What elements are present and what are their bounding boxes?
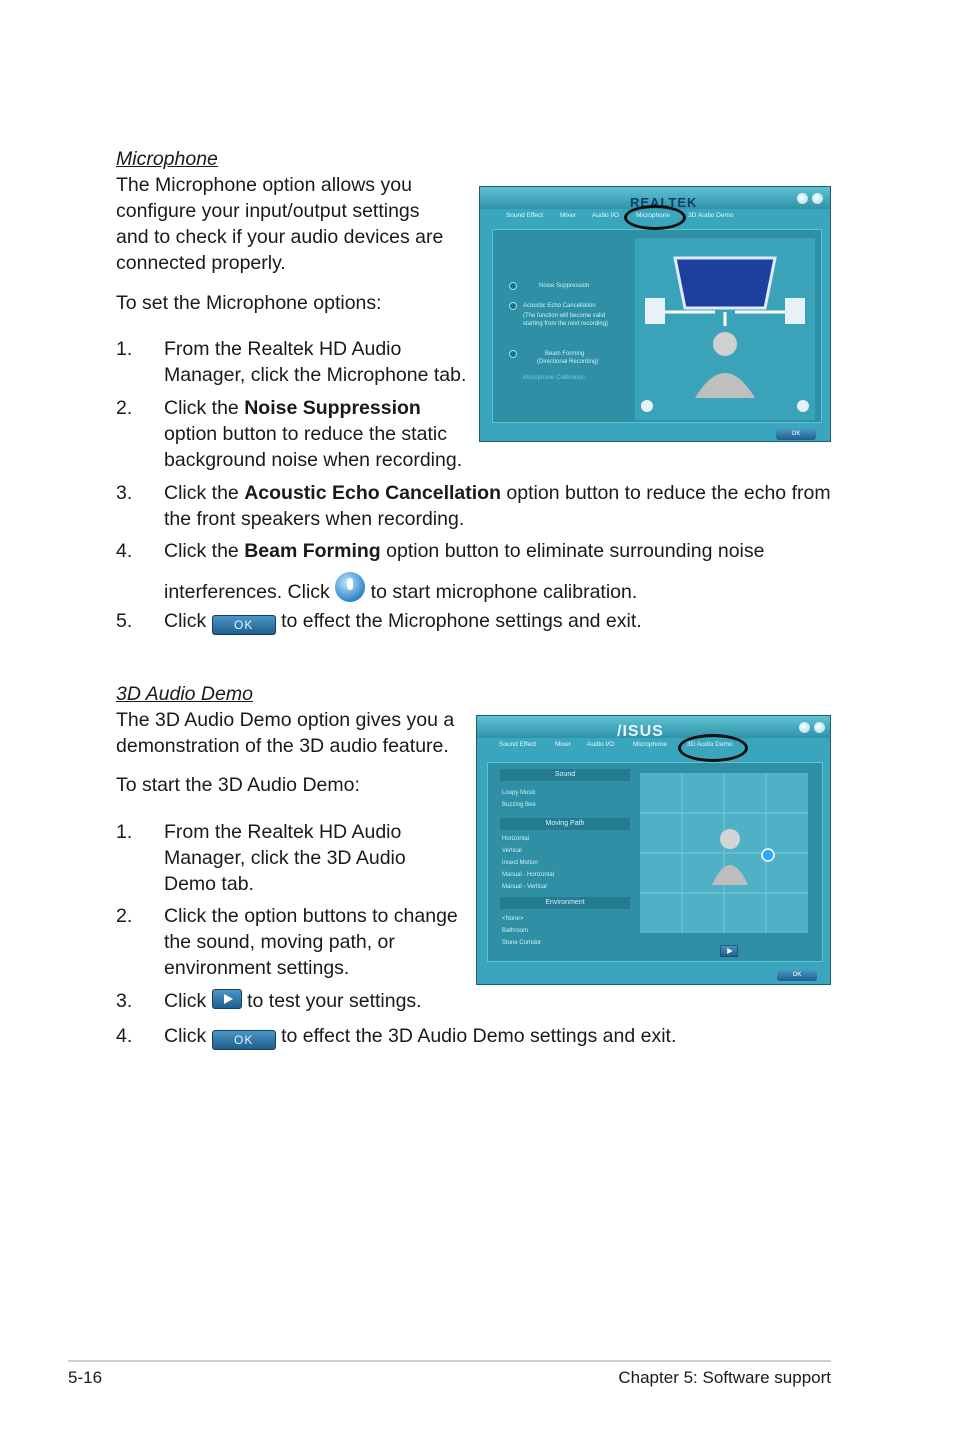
option-label[interactable]: Buzzing Bee	[502, 802, 536, 808]
step-number: 4.	[116, 1025, 133, 1047]
minimize-icon[interactable]	[799, 722, 810, 733]
step-number: 1.	[116, 338, 133, 360]
echo-cancellation-radio[interactable]	[509, 302, 517, 310]
page-number: 5-16	[68, 1368, 103, 1387]
tab-sound-effect[interactable]: Sound Effect	[499, 741, 537, 748]
ok-button[interactable]: OK	[777, 970, 817, 981]
demo-step-1	[164, 819, 406, 897]
step-line: option button to reduce the static	[164, 423, 447, 445]
option-label[interactable]: Vertical	[502, 848, 522, 854]
step-text: Click the	[164, 540, 245, 562]
step-line: the front speakers when recording.	[164, 508, 465, 530]
intro-line: The Microphone option allows you	[116, 174, 412, 196]
moving-path-header: Moving Path	[500, 818, 630, 830]
intro-line: The 3D Audio Demo option gives you a	[116, 709, 455, 731]
tab-bar	[477, 738, 830, 754]
option-label[interactable]: Stone Corridor	[502, 940, 542, 946]
close-icon[interactable]	[814, 722, 825, 733]
mic-step-2	[164, 395, 462, 473]
tab-3d-audio-demo[interactable]: 3D Audio Demo	[687, 741, 733, 748]
option-note: starting from the next recording)	[523, 321, 609, 327]
step-text: to test your settings.	[241, 990, 422, 1012]
tab-audio-io[interactable]: Audio I/O	[592, 212, 620, 219]
step-number: 1.	[116, 821, 133, 843]
option-label[interactable]: <None>	[502, 916, 524, 922]
step-text: Click the	[164, 482, 245, 504]
beam-forming-radio[interactable]	[509, 350, 517, 358]
step-line: From the Realtek HD Audio	[164, 821, 402, 843]
step-text: to start microphone calibration.	[365, 581, 638, 603]
ok-button-icon[interactable]: OK	[212, 615, 276, 635]
tab-mixer[interactable]: Mixer	[555, 741, 571, 748]
step-number: 2.	[116, 905, 133, 927]
mic-step-5	[164, 608, 642, 635]
demo-panel	[487, 762, 823, 962]
demo-intro	[116, 707, 476, 759]
mic-step-1	[164, 336, 466, 388]
window-titlebar	[477, 716, 830, 738]
ok-button[interactable]: OK	[776, 429, 816, 440]
highlight-circle-microphone-tab	[624, 205, 686, 230]
asus-logo: /ISUS	[617, 723, 664, 740]
tab-mixer[interactable]: Mixer	[560, 212, 576, 219]
step-number: 3.	[116, 482, 133, 504]
step-text: option button to eliminate surrounding noise	[380, 540, 765, 562]
step-text: Click the	[164, 397, 245, 419]
step-number: 3.	[116, 990, 133, 1012]
option-note: (Directional Recording)	[537, 359, 599, 365]
realtek-logo: REALTEK	[630, 195, 698, 210]
tab-microphone[interactable]: Microphone	[636, 212, 670, 219]
microphone-intro	[116, 172, 476, 276]
demo-heading: 3D Audio Demo	[116, 683, 253, 705]
sound-header: Sound	[500, 769, 630, 781]
microphone-panel	[492, 229, 822, 423]
ok-button-icon[interactable]: OK	[212, 1030, 276, 1050]
step-number: 5.	[116, 610, 133, 632]
tab-microphone[interactable]: Microphone	[633, 741, 667, 748]
microphone-calibration-icon[interactable]	[335, 572, 365, 602]
step-bold: Beam Forming	[244, 540, 381, 562]
room-illustration	[635, 238, 815, 420]
step-number: 2.	[116, 397, 133, 419]
step-text: Click	[164, 610, 212, 632]
intro-line: configure your input/output settings	[116, 200, 420, 222]
step-bold: Acoustic Echo Cancellation	[244, 482, 502, 504]
step-text: Click	[164, 1025, 212, 1047]
3d-audio-demo-screenshot	[476, 715, 831, 985]
step-text: to effect the 3D Audio Demo settings and exit.	[275, 1025, 677, 1047]
minimize-icon[interactable]	[797, 193, 808, 204]
option-note: (The function will become valid	[523, 313, 606, 319]
play-button[interactable]	[720, 945, 738, 957]
step-line: From the Realtek HD Audio	[164, 338, 402, 360]
step-line: Manager, click the 3D Audio	[164, 847, 406, 869]
option-label[interactable]: Bathroom	[502, 928, 529, 934]
step-text: option button to reduce the echo from	[501, 482, 831, 504]
microphone-heading: Microphone	[116, 148, 218, 170]
option-label: Acoustic Echo Cancellation	[523, 303, 596, 309]
tab-sound-effect[interactable]: Sound Effect	[506, 212, 544, 219]
tab-audio-io[interactable]: Audio I/O	[587, 741, 615, 748]
option-label[interactable]: Loopy Music	[502, 790, 536, 796]
option-label[interactable]: Manual - Vertical	[502, 884, 547, 890]
step-line: Demo tab.	[164, 873, 254, 895]
3d-room-illustration	[640, 773, 808, 933]
step-number: 4.	[116, 540, 133, 562]
highlight-circle-3d-audio-demo-tab	[678, 734, 748, 762]
step-text: interferences. Click	[164, 581, 336, 603]
option-label: Microphone Calibration	[523, 375, 585, 381]
step-line: the sound, moving path, or	[164, 931, 395, 953]
intro-line: and to check if your audio devices are	[116, 226, 444, 248]
noise-suppression-radio[interactable]	[509, 282, 517, 290]
footer-divider	[68, 1360, 831, 1362]
step-line: Manager, click the Microphone tab.	[164, 364, 467, 386]
demo-step-4	[164, 1023, 676, 1050]
option-label[interactable]: Horizontal	[502, 836, 530, 842]
demo-step-3	[164, 988, 422, 1014]
option-label[interactable]: Manual - Horizontal	[502, 872, 555, 878]
step-text: Click	[164, 990, 212, 1012]
step-line: background noise when recording.	[164, 449, 463, 471]
option-label: Noise Suppression	[539, 283, 590, 289]
step-line: environment settings.	[164, 957, 350, 979]
step-bold: Noise Suppression	[244, 397, 421, 419]
demo-lead: To start the 3D Audio Demo:	[116, 774, 360, 796]
option-label: Beam Forming	[545, 351, 585, 357]
demo-step-2	[164, 903, 458, 981]
step-line: Click the option buttons to change	[164, 905, 458, 927]
microphone-lead: To set the Microphone options:	[116, 292, 382, 314]
intro-line: demonstration of the 3D audio feature.	[116, 735, 449, 757]
play-button-icon[interactable]	[212, 989, 242, 1009]
option-label[interactable]: Insect Motion	[502, 860, 538, 866]
mic-step-4	[164, 538, 765, 605]
tab-3d-audio-demo[interactable]: 3D Audio Demo	[688, 212, 734, 219]
close-icon[interactable]	[812, 193, 823, 204]
chapter-title: Chapter 5: Software support	[618, 1368, 831, 1387]
environment-header: Environment	[500, 897, 630, 909]
mic-step-3	[164, 480, 831, 532]
step-text: to effect the Microphone settings and exit.	[275, 610, 642, 632]
intro-line: connected properly.	[116, 252, 286, 274]
